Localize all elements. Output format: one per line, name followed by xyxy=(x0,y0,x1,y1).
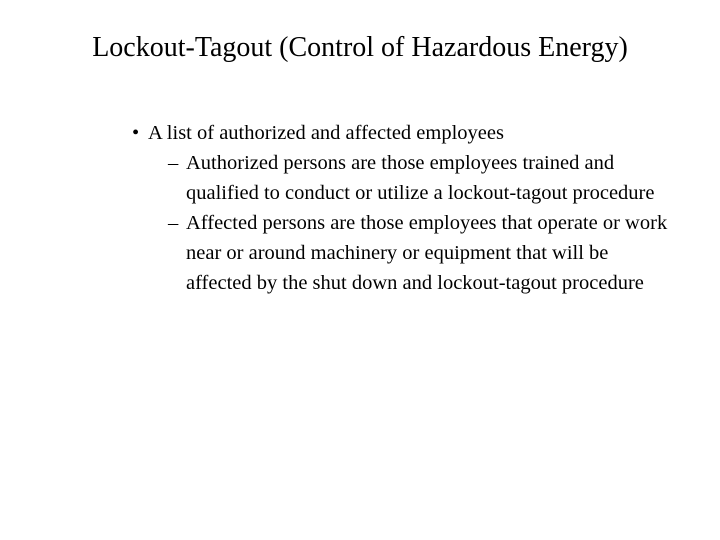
slide-title: Lockout-Tagout (Control of Hazardous Energy) xyxy=(92,32,628,63)
sub-bullet-list xyxy=(132,148,672,298)
sub-bullet-item-affected xyxy=(168,208,672,298)
sub-bullet-marker: – xyxy=(168,152,179,174)
slide-body xyxy=(132,118,672,298)
sub-bullet-marker: – xyxy=(168,212,179,234)
bullet-text: A list of authorized and affected employees xyxy=(148,122,504,144)
sub-bullet-item-authorized xyxy=(168,148,672,208)
sub-bullet-text: Authorized persons are those employees trained and qualified to conduct or utilize a lockout-tagout procedure xyxy=(186,152,655,204)
bullet-item xyxy=(132,118,672,148)
sub-bullet-text: Affected persons are those employees that operate or work near or around machinery or equipment that will be affected by the shut down and lockout-tagout procedure xyxy=(186,212,668,294)
bullet-marker: • xyxy=(132,122,140,144)
